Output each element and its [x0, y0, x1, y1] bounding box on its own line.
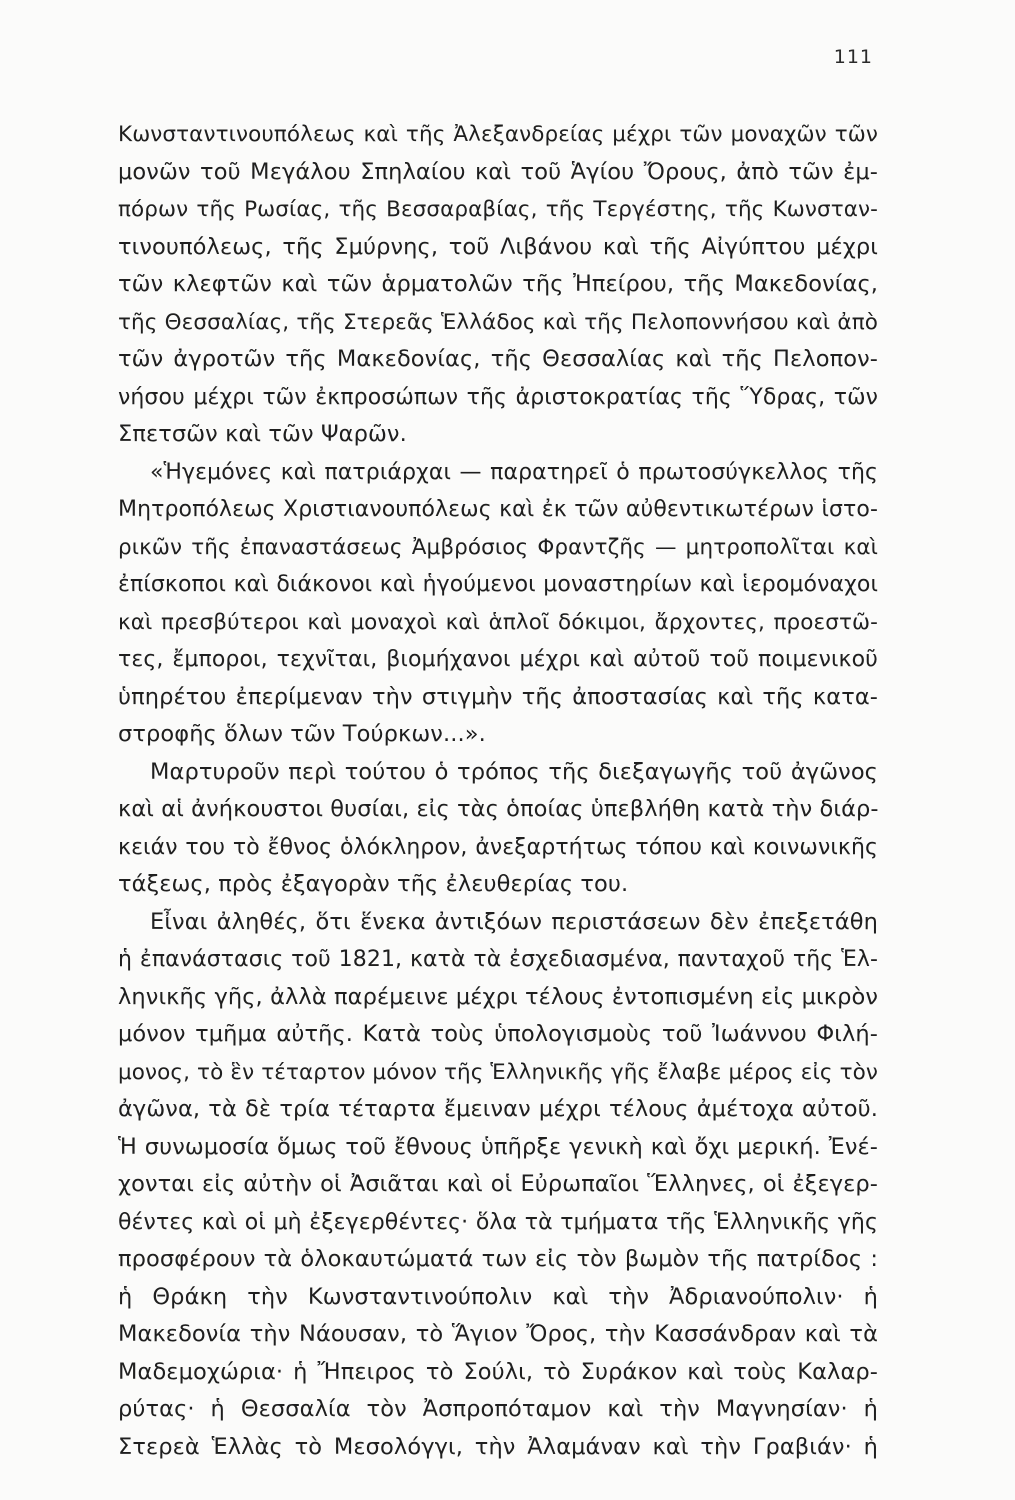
text-line: Μαδεμοχώρια· ἡ Ἤπειρος τὸ Σούλι, τὸ Συράκον καὶ τοὺς Καλαρ- [118, 1358, 878, 1385]
text-line: ἐπίσκοποι καὶ διάκονοι καὶ ἡγούμενοι μοναστηρίων καὶ ἱερομόναχοι [118, 572, 878, 597]
text-line: Μητροπόλεως Χριστιανουπόλεως καὶ ἐκ τῶν αὐθεντικωτέρων ἱστο- [118, 497, 878, 522]
text-line: τάξεως, πρὸς ἐξαγορὰν τῆς ἐλευθερίας του. [118, 871, 629, 897]
text-line: ρύτας· ἡ Θεσσαλία τὸν Ἀσπροπόταμον καὶ τὴν Μαγνησίαν· ἡ [118, 1396, 878, 1422]
text-line: κειάν του τὸ ἔθνος ὁλόκληρον, ἀνεξαρτήτως τόπου καὶ κοινωνικῆς [118, 834, 878, 860]
text-line: Εἶναι ἀληθές, ὅτι ἕνεκα ἀντιξόων περιστάσεων δὲν ἐπεξετάθη [150, 908, 878, 935]
text-line: τες, ἔμποροι, τεχνῖται, βιομήχανοι μέχρι καὶ αὐτοῦ τοῦ ποιμενικοῦ [118, 647, 878, 672]
text-line: Στερεὰ Ἑλλὰς τὸ Μεσολόγγι, τὴν Ἀλαμάναν καὶ τὴν Γραβιάν· ἡ [118, 1433, 878, 1460]
text-line: ρικῶν τῆς ἐπαναστάσεως Ἀμβρόσιος Φραντζῆς — μητροπολῖται καὶ [118, 534, 878, 560]
text-line: Ἡ συνωμοσία ὅμως τοῦ ἔθνους ὑπῆρξε γενικὴ καὶ ὄχι μερική. Ἐνέ- [118, 1133, 878, 1160]
text-line: στροφῆς ὅλων τῶν Τούρκων...». [118, 721, 486, 747]
text-line: καὶ αἱ ἀνήκουστοι θυσίαι, εἰς τὰς ὁποίας ὑπεβλήθη κατὰ τὴν διάρ- [118, 796, 879, 822]
text-line: ἡ Θράκη τὴν Κωνσταντινούπολιν καὶ τὴν Ἀδριανούπολιν· ἡ [118, 1283, 878, 1310]
text-line: ἡ ἐπανάστασις τοῦ 1821, κατὰ τὰ ἐσχεδιασμένα, πανταχοῦ τῆς Ἑλ- [118, 947, 878, 972]
text-line: καὶ πρεσβύτεροι καὶ μοναχοὶ καὶ ἁπλοῖ δόκιμοι, ἄρχοντες, προεστῶ- [118, 609, 878, 635]
text-line: τῆς Θεσσαλίας, τῆς Στερεᾶς Ἑλλάδος καὶ τῆς Πελοποννήσου καὶ ἀπὸ [118, 309, 878, 335]
text-line: νήσου μέχρι τῶν ἐκπροσώπων τῆς ἀριστοκρατίας τῆς Ὕδρας, τῶν [118, 384, 878, 410]
text-line: ὑπηρέτου ἐπερίμεναν τὴν στιγμὴν τῆς ἀποστασίας καὶ τῆς κατα- [118, 683, 878, 710]
text-line: θέντες καὶ οἱ μὴ ἐξεγερθέντες· ὅλα τὰ τμήματα τῆς Ἑλληνικῆς γῆς [118, 1209, 878, 1235]
text-line: τινουπόλεως, τῆς Σμύρνης, τοῦ Λιβάνου καὶ τῆς Αἰγύπτου μέχρι [118, 233, 878, 260]
text-line: πόρων τῆς Ρωσίας, τῆς Βεσσαραβίας, τῆς Τεργέστης, τῆς Κωνσταν- [118, 197, 878, 222]
text-line: μονῶν τοῦ Μεγάλου Σπηλαίου καὶ τοῦ Ἁγίου Ὄρους, ἀπὸ τῶν ἐμ- [118, 158, 878, 185]
text-line: μόνον τμῆμα αὐτῆς. Κατὰ τοὺς ὑπολογισμοὺς τοῦ Ἰωάννου Φιλή- [118, 1021, 878, 1047]
text-line: προσφέρουν τὰ ὁλοκαυτώματά των εἰς τὸν βωμὸν τῆς πατρίδος : [118, 1246, 878, 1272]
text-line: χονται εἰς αὐτὴν οἱ Ἀσιᾶται καὶ οἱ Εὐρωπαῖοι Ἕλληνες, οἱ ἐξεγερ- [118, 1171, 878, 1197]
text-line: Μαρτυροῦν περὶ τούτου ὁ τρόπος τῆς διεξαγωγῆς τοῦ ἀγῶνος [150, 758, 878, 785]
text-line: τῶν ἀγροτῶν τῆς Μακεδονίας, τῆς Θεσσαλίας καὶ τῆς Πελοπον- [118, 346, 878, 372]
text-line: τῶν κλεφτῶν καὶ τῶν ἁρματολῶν τῆς Ἠπείρου, τῆς Μακεδονίας, [118, 271, 878, 297]
text-line: Σπετσῶν καὶ τῶν Ψαρῶν. [118, 421, 407, 447]
text-line: Μακεδονία τὴν Νάουσαν, τὸ Ἅγιον Ὄρος, τὴν Κασσάνδραν καὶ τὰ [118, 1321, 878, 1347]
body-text [118, 116, 878, 1466]
text-line: ληνικῆς γῆς, ἀλλὰ παρέμεινε μέχρι τέλους ἐντοπισμένη εἰς μικρὸν [118, 983, 878, 1010]
page-number: 111 [833, 46, 873, 68]
text-line: ἀγῶνα, τὰ δὲ τρία τέταρτα ἔμειναν μέχρι τέλους ἀμέτοχα αὐτοῦ. [118, 1096, 878, 1122]
text-line: «Ἡγεμόνες καὶ πατριάρχαι — παρατηρεῖ ὁ πρωτοσύγκελλος τῆς [150, 459, 878, 485]
text-line: μονος, τὸ ἓν τέταρτον μόνον τῆς Ἑλληνικῆς γῆς ἔλαβε μέρος εἰς τὸν [118, 1059, 878, 1085]
text-line: Κωνσταντινουπόλεως καὶ τῆς Ἀλεξανδρείας μέχρι τῶν μοναχῶν τῶν [118, 122, 878, 147]
